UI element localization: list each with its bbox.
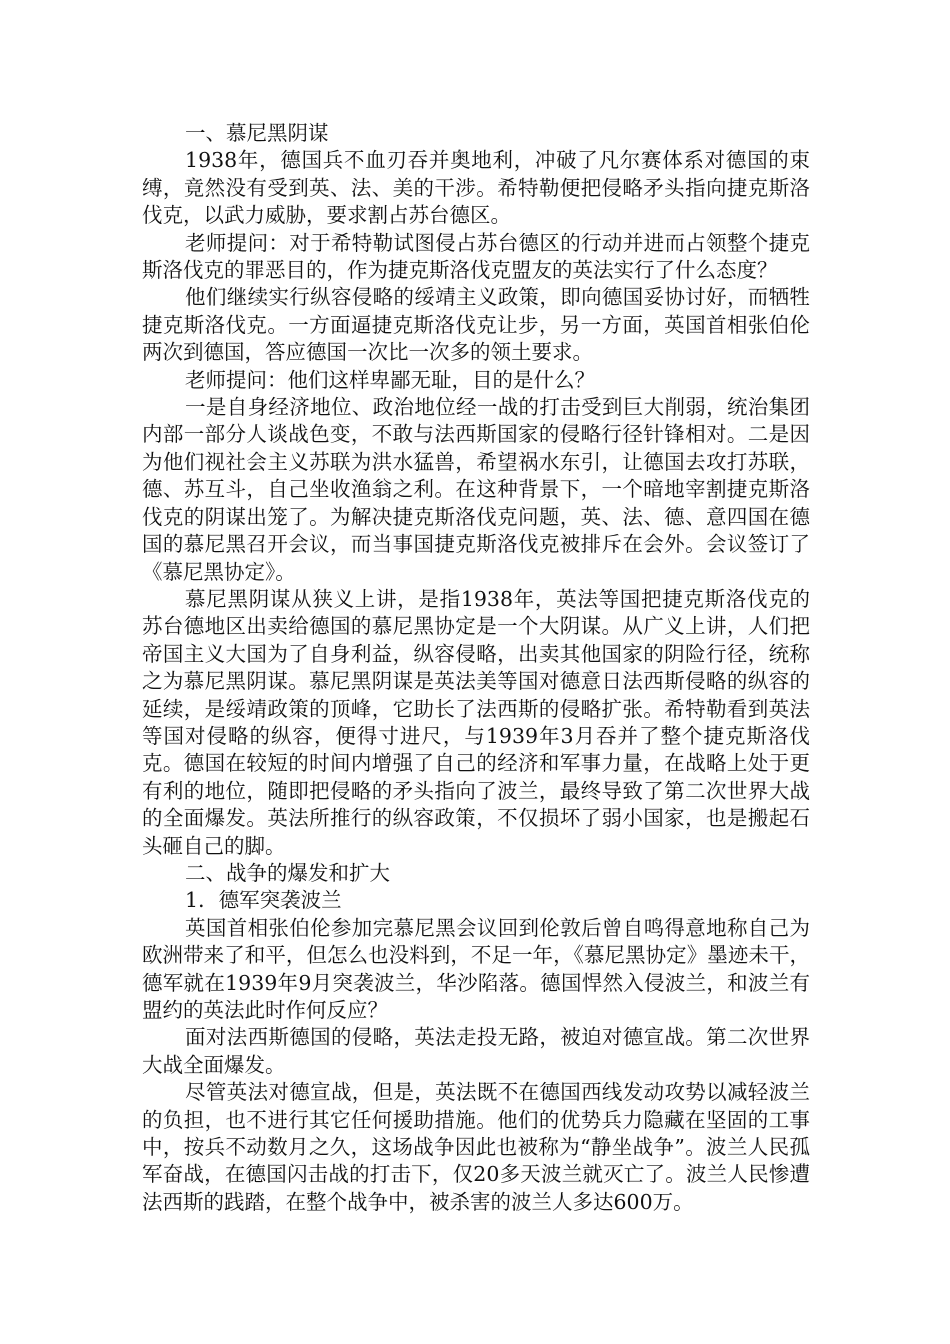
subsection-heading-poland: 1．德军突袭波兰 (185, 888, 342, 913)
paragraph-declaration-of-war: 面对法西斯德国的侵略，英法走投无路，被迫对德宣战。第二次世界大战全面爆发。 (142, 1025, 810, 1077)
paragraph-reasons: 一是自身经济地位、政治地位经一战的打击受到巨大削弱，统治集团内部一部分人谈战色变，不敢与法西斯国家的侵略行径针锋相对。二是因为他们视社会主义苏联为洪水猛兽，希望祸水东引，让德国去攻打苏联，德、苏互斗，自己坐收渔翁之利。在这种背景下，一个暗地宰割捷克斯洛伐克的阴谋出笼了。为解决捷克斯洛伐克问题，英、法、德、意四国在德国的慕尼黑召开会议，而当事国捷克斯洛伐克被排斥在会外。会议签订了《慕尼黑协定》。 (142, 395, 810, 584)
document-page (142, 120, 810, 1216)
section-heading-war-outbreak: 二、战争的爆发和扩大 (185, 860, 391, 885)
paragraph-appeasement-policy: 他们继续实行纵容侵略的绥靖主义政策，即向德国妥协讨好，而牺牲捷克斯洛伐克。一方面逼捷克斯洛伐克让步，另一方面，英国首相张伯伦两次到德国，答应德国一次比一次多的领土要求。 (142, 285, 810, 365)
paragraph-teacher-question-1: 老师提问：对于希特勒试图侵占苏台德区的行动并进而占领整个捷克斯洛伐克的罪恶目的，作为捷克斯洛伐克盟友的英法实行了什么态度？ (142, 230, 810, 283)
paragraph-chamberlain: 英国首相张伯伦参加完慕尼黑会议回到伦敦后曾自鸣得意地称自己为欧洲带来了和平，但怎么也没料到，不足一年，《慕尼黑协定》墨迹未干，德军就在1939年9月突袭波兰，华沙陷落。德国悍然入侵波兰，和波兰有盟约的英法此时作何反应？ (142, 915, 810, 1022)
paragraph-munich-definition: 慕尼黑阴谋从狭义上讲，是指1938年，英法等国把捷克斯洛伐克的苏台德地区出卖给德国的慕尼黑协定是一个大阴谋。从广义上讲，人们把帝国主义大国为了自身利益，纵容侵略，出卖其他国家的阴险行径，统称之为慕尼黑阴谋。慕尼黑阴谋是英法美等国对德意日法西斯侵略的纵容的延续，是绥靖政策的顶峰，它助长了法西斯的侵略扩张。希特勒看到英法等国对侵略的纵容，便得寸进尺，与1939年3月吞并了整个捷克斯洛伐克。德国在较短的时间内增强了自己的经济和军事力量，在战略上处于更有利的地位，随即把侵略的矛头指向了波兰，最终导致了第二次世界大战的全面爆发。英法所推行的纵容政策，不仅损坏了弱小国家，也是搬起石头砸自己的脚。 (142, 586, 810, 858)
paragraph-teacher-question-2: 老师提问：他们这样卑鄙无耻，目的是什么？ (185, 367, 596, 392)
section-heading-munich-conspiracy: 一、慕尼黑阴谋 (185, 121, 329, 145)
paragraph-phoney-war: 尽管英法对德宣战，但是，英法既不在德国西线发动攻势以减轻波兰的负担，也不进行其它任何援助措施。他们的优势兵力隐藏在坚固的工事中，按兵不动数月之久，这场战争因此也被称为“静坐战争”。波兰人民孤军奋战，在德国闪击战的打击下，仅20多天波兰就灭亡了。波兰人民惨遭法西斯的践踏，在整个战争中，被杀害的波兰人多达600万。 (142, 1080, 810, 1214)
paragraph-annexation-austria: 1938年，德国兵不血刃吞并奥地利，冲破了凡尔赛体系对德国的束缚，竟然没有受到英、法、美的干涉。希特勒便把侵略矛头指向捷克斯洛伐克，以武力威胁，要求割占苏台德区。 (142, 148, 810, 228)
